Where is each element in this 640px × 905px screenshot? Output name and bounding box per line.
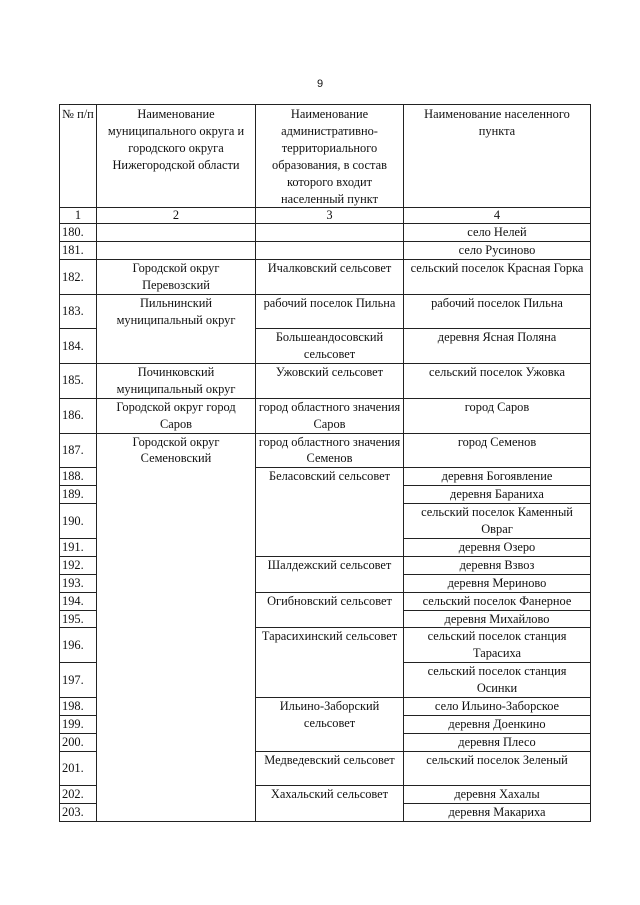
table-row (60, 242, 591, 260)
ate-cell: Хахальский сельсовет (256, 785, 404, 821)
settlement-cell: сельский поселок Зеленый (404, 751, 591, 785)
okrug-cell: Городской округ город Саров (97, 398, 256, 433)
row-number: 200. (60, 733, 97, 751)
settlement-cell: сельский поселок станция Осинки (404, 663, 591, 698)
row-number: 182. (60, 260, 97, 295)
row-number: 195. (60, 610, 97, 628)
settlement-cell: село Ильино-Заборское (404, 698, 591, 716)
ate-cell (256, 242, 404, 260)
settlement-cell: город Семенов (404, 433, 591, 468)
settlement-cell: деревня Взвоз (404, 556, 591, 574)
okrug-cell: Пильнинский муниципальный округ (97, 295, 256, 364)
ate-cell: Беласовский сельсовет (256, 468, 404, 557)
table-row (60, 398, 591, 433)
row-number: 194. (60, 592, 97, 610)
settlements-table (59, 104, 591, 822)
row-number: 185. (60, 363, 97, 398)
header-ate: Наименование административно-территориального образования, в состав которого входит населенный пункт (256, 105, 404, 208)
settlement-cell: сельский поселок Ужовка (404, 363, 591, 398)
page-number: 9 (316, 78, 324, 90)
colnum-4: 4 (404, 208, 591, 224)
settlement-cell: село Нелей (404, 224, 591, 242)
okrug-cell: Починковский муниципальный округ (97, 363, 256, 398)
table-row (60, 363, 591, 398)
table-row (60, 433, 591, 468)
row-number: 199. (60, 716, 97, 734)
ate-cell: Большеандосовский сельсовет (256, 329, 404, 364)
header-okrug: Наименование муниципального округа и городского округа Нижегородской области (97, 105, 256, 208)
settlement-cell: деревня Ясная Поляна (404, 329, 591, 364)
okrug-cell (97, 242, 256, 260)
header-settlement: Наименование населенного пункта (404, 105, 591, 208)
settlement-cell: село Русиново (404, 242, 591, 260)
ate-cell: город областного значения Семенов (256, 433, 404, 468)
ate-cell: город областного значения Саров (256, 398, 404, 433)
okrug-cell: Городской округ Семеновский (97, 433, 256, 821)
settlement-cell: сельский поселок Красная Горка (404, 260, 591, 295)
row-number: 189. (60, 486, 97, 504)
row-number: 191. (60, 538, 97, 556)
ate-cell: рабочий поселок Пильна (256, 295, 404, 329)
row-number: 198. (60, 698, 97, 716)
ate-cell: Медведевский сельсовет (256, 751, 404, 785)
row-number: 197. (60, 663, 97, 698)
row-number: 180. (60, 224, 97, 242)
row-number: 203. (60, 803, 97, 821)
row-number: 196. (60, 628, 97, 663)
ate-cell: Шалдежский сельсовет (256, 556, 404, 592)
column-number-row (60, 208, 591, 224)
settlement-cell: сельский поселок станция Тарасиха (404, 628, 591, 663)
row-number: 187. (60, 433, 97, 468)
ate-cell (256, 224, 404, 242)
settlement-cell: деревня Озеро (404, 538, 591, 556)
table-row (60, 224, 591, 242)
settlement-cell: сельский поселок Каменный Овраг (404, 504, 591, 539)
settlement-cell: город Саров (404, 398, 591, 433)
row-number: 192. (60, 556, 97, 574)
row-number: 184. (60, 329, 97, 364)
row-number: 202. (60, 785, 97, 803)
table-row (60, 295, 591, 329)
row-number: 186. (60, 398, 97, 433)
ate-cell: Огибновский сельсовет (256, 592, 404, 628)
row-number: 188. (60, 468, 97, 486)
row-number: 190. (60, 504, 97, 539)
settlement-cell: деревня Плесо (404, 733, 591, 751)
ate-cell: Ильино-Заборский сельсовет (256, 698, 404, 752)
settlement-cell: сельский поселок Фанерное (404, 592, 591, 610)
header-number: № п/п (60, 105, 97, 208)
settlement-cell: деревня Доенкино (404, 716, 591, 734)
settlement-cell: деревня Михайлово (404, 610, 591, 628)
settlement-cell: деревня Хахалы (404, 785, 591, 803)
row-number: 183. (60, 295, 97, 329)
settlement-cell: деревня Бараниха (404, 486, 591, 504)
table-row (60, 260, 591, 295)
colnum-3: 3 (256, 208, 404, 224)
row-number: 193. (60, 574, 97, 592)
colnum-1: 1 (60, 208, 97, 224)
okrug-cell (97, 224, 256, 242)
settlement-cell: деревня Мериново (404, 574, 591, 592)
ate-cell: Ичалковский сельсовет (256, 260, 404, 295)
okrug-cell: Городской округ Перевозский (97, 260, 256, 295)
row-number: 201. (60, 751, 97, 785)
table-header-row (60, 105, 591, 208)
colnum-2: 2 (97, 208, 256, 224)
settlement-cell: деревня Богоявление (404, 468, 591, 486)
ate-cell: Тарасихинский сельсовет (256, 628, 404, 698)
row-number: 181. (60, 242, 97, 260)
ate-cell: Ужовский сельсовет (256, 363, 404, 398)
settlement-cell: рабочий поселок Пильна (404, 295, 591, 329)
settlement-cell: деревня Макариха (404, 803, 591, 821)
